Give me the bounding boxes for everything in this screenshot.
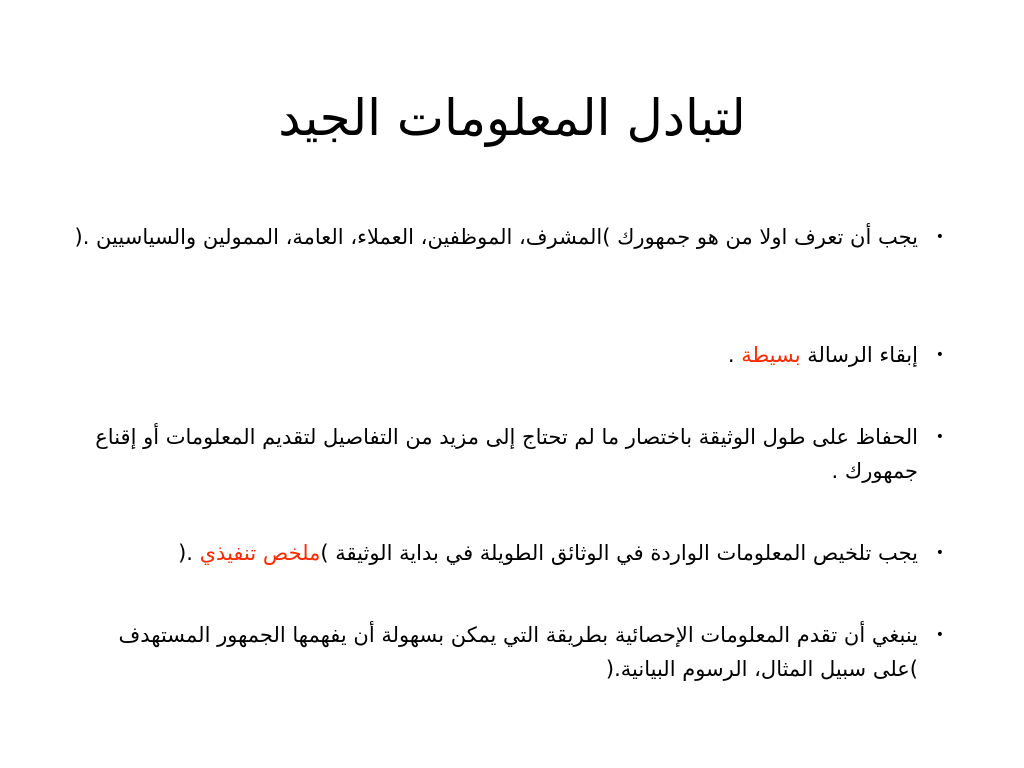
bullet-dot-icon: •: [935, 347, 944, 363]
bullet-highlight: ملخص تنفيذي: [199, 541, 321, 565]
slide-title: لتبادل المعلومات الجيد: [278, 89, 746, 147]
bullet-dot-icon: •: [935, 229, 944, 245]
bullet-dot-icon: •: [935, 429, 944, 445]
bullet-text-before: إبقاء الرسالة: [800, 343, 918, 367]
bullet-item-brevity: [68, 420, 942, 488]
bullet-item-audience: [68, 220, 942, 254]
bullet-highlight: بسيطة: [741, 343, 801, 367]
bullet-text: الحفاظ على طول الوثيقة باختصار ما لم تحتاج إلى مزيد من التفاصيل لتقديم المعلومات أو إقناع جمهورك .: [95, 425, 918, 483]
bullet-text: ينبغي أن تقدم المعلومات الإحصائية بطريقة التي يمكن بسهولة أن يفهمها الجمهور المستهدف )على سبيل المثال، الرسوم البيانية.(: [118, 623, 918, 681]
bullet-item-statistics: [68, 618, 942, 686]
bullet-text-after: .(: [178, 541, 200, 565]
bullet-item-executive-summary: [68, 536, 942, 570]
bullet-dot-icon: •: [935, 545, 944, 561]
bullet-text-after: .: [727, 343, 742, 367]
bullet-text-before: يجب تلخيص المعلومات الواردة في الوثائق الطويلة في بداية الوثيقة ): [320, 541, 918, 565]
bullet-item-simple-message: [68, 338, 942, 372]
bullet-dot-icon: •: [935, 627, 944, 643]
bullet-text: يجب أن تعرف اولا من هو جمهورك )المشرف، الموظفين، العملاء، العامة، الممولين والسياسيين .(: [74, 225, 918, 249]
